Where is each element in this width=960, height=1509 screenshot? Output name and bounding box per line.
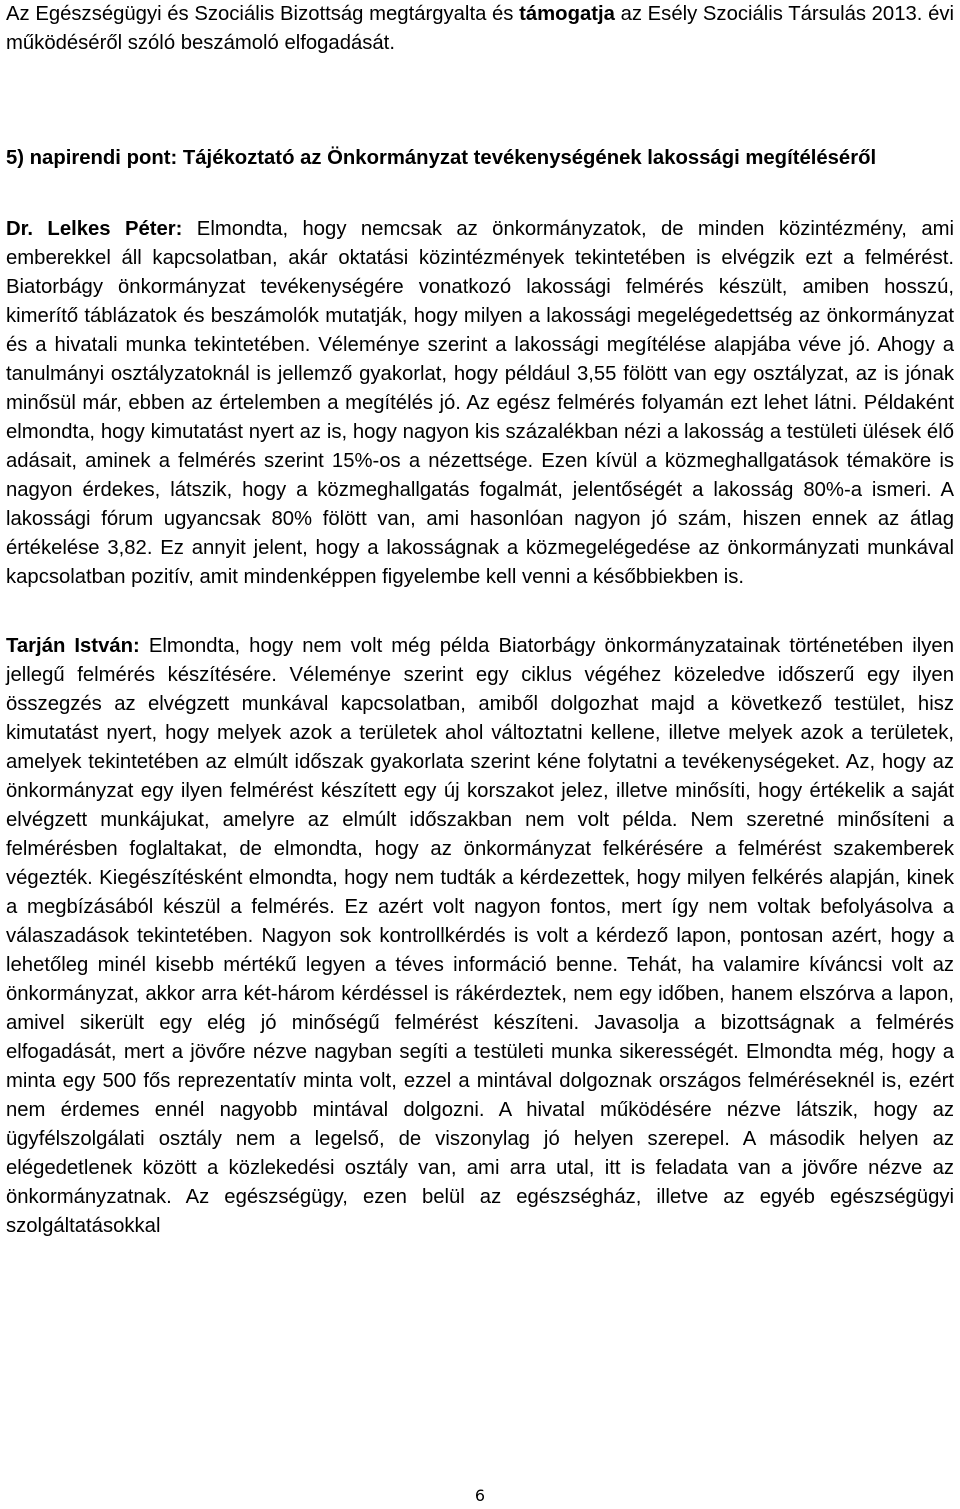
speech-paragraph xyxy=(6,632,954,1241)
intro-paragraph xyxy=(6,0,954,58)
speaker-name: Tarján István: xyxy=(6,635,140,657)
speech-text: Elmondta, hogy nem volt még példa Biatorbágy önkormányzatainak történetében ilyen jellegű felmérés készítésére. Véleménye szerint egy ciklus végéhez közeledve időszerű egy ilyen összegzés az elvégzett munkával kapcsolatban, amiből dolgozhat majd a következő testület, hisz kimutatást nyert, hogy melyek azok a területek ahol változtatni kellene, illetve melyek azok a területek, amelyek tekintetében az elmúlt időszak gyakorlata szerint kéne folytatni a tevékenységeket. Az, hogy az önkormányzat egy ilyen felmérést készített egy új korszakot jelez, illetve minősíti, hogy értékelik a saját elvégzett munkájukat, amelyre az elmúlt időszakban nem volt példa. Nem szeretné minősíteni a felmérésben foglaltakat, de elmondta, hogy az önkormányzat felkérésére a felmérést szakemberek végezték. Kiegészítésként elmondta, hogy nem tudták a kérdezettek, hogy milyen felkérés alapján, kinek a megbízásából készül a felmérés. Ez azért volt nagyon fontos, mert így nem voltak befolyásolva a válaszadások tekintetében. Nagyon sok kontrollkérdés is volt a kérdező lapon, pontosan azért, hogy a lehetőleg minél kisebb mértékű legyen a téves információ benne. Tehát, ha valamire kíváncsi volt az önkormányzat, akkor arra két-három kérdéssel is rákérdeztek, nem egy időben, hanem elszórva a lapon, amivel sikerült egy elég jó minőségű felmérést készíteni. Javasolja a bizottságnak a felmérés elfogadását, mert a jövőre nézve nagyban segíti a testületi munka sikerességét. Elmondta még, hogy a minta egy 500 fős reprezentatív minta volt, ezzel a mintával dolgoznak országos felméréseknél is, ezért nem érdemes ennél nagyobb mintával dolgozni. A hivatal működésére nézve látszik, hogy az ügyfélszolgálati osztály nem a legelső, de viszonylag jó helyen szerepel. A második helyen az elégedetlenek között a közlekedési osztály van, ami arra utal, itt is feladata van a jövőre nézve az önkormányzatnak. Az egészségügy, ezen belül az egészségház, illetve az egyéb egészségügyi szolgáltatásokkal xyxy=(6,635,954,1237)
speech-text: Elmondta, hogy nemcsak az önkormányzatok, de minden közintézmény, ami emberekkel áll kapcsolatban, akár oktatási közintézmények tekintetében is elvégzik ezt a felmérést. Biatorbágy önkormányzat tevékenységére vonatkozó lakossági felmérés készült, amiben hosszú, kimerítő táblázatok és beszámolók mutatják, hogy milyen a lakossági megelégedettség az önkormányzat és a hivatali munka tekintetében. Véleménye szerint a lakossági megítélése alapjába véve jó. Ahogy a tanulmányi osztályzatoknál is jellemző gyakorlat, hogy például 3,55 fölött van egy osztályzat, az is jónak minősül már, ebben az értelemben a megítélés jó. Az egész felmérés folyamán ezt lehet látni. Példaként elmondta, hogy kimutatást nyert az is, hogy nagyon kis százalékban nézi a lakosság a testületi ülések élő adásait, aminek a felmérés szerint 15%-os a nézettsége. Ezen kívül a közmeghallgatások témaköre is nagyon érdekes, látszik, hogy a közmeghallgatás fogalmát, jelentőségét a lakosság 80%-a ismeri. A lakossági fórum ugyancsak 80% fölött van, ami hasonlóan nagyon jó szám, hiszen ennek az átlag értékelése 3,82. Ez annyit jelent, hogy a lakosságnak a közmegelégedése az önkormányzati munkával kapcsolatban pozitív, amit mindenképpen figyelembe kell venni a későbbiekben is. xyxy=(6,218,954,588)
speaker-name: Dr. Lelkes Péter: xyxy=(6,218,183,240)
intro-text-after: az Esély Szociális Társulás 2013. évi működéséről szóló beszámoló elfogadását. xyxy=(6,3,954,54)
agenda-item-heading: 5) napirendi pont: Tájékoztató az Önkormányzat tevékenységének lakossági megítéléséről xyxy=(6,147,877,169)
page-number: 6 xyxy=(474,1486,486,1505)
document-page xyxy=(6,0,954,1241)
intro-decision-bold: támogatja xyxy=(519,3,615,25)
intro-text-before: Az Egészségügyi és Szociális Bizottság megtárgyalta és xyxy=(6,3,520,25)
speech-paragraph xyxy=(6,215,954,592)
